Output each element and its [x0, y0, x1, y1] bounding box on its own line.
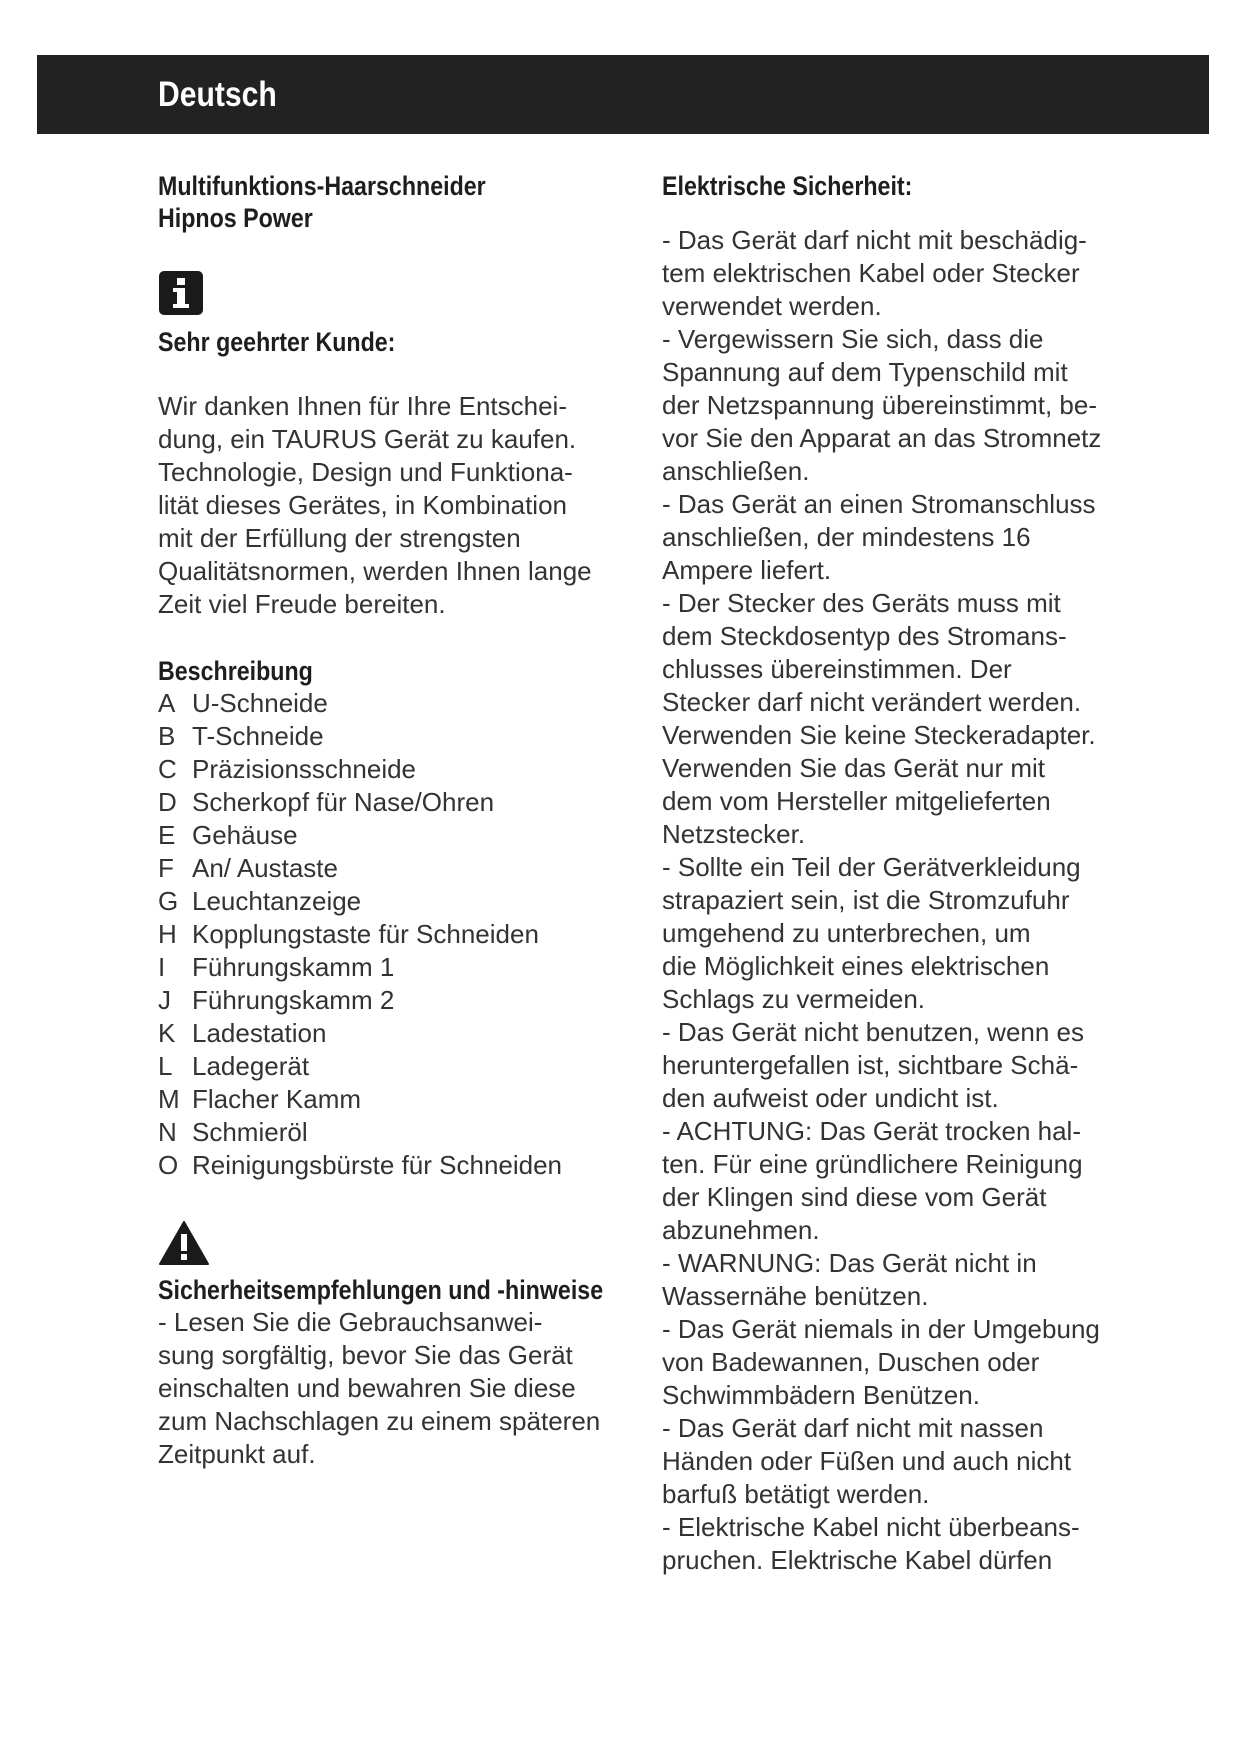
electrical-safety-heading: Elektrische Sicherheit:	[662, 171, 913, 201]
description-text: Präzisionsschneide	[192, 754, 417, 784]
description-item	[158, 1116, 628, 1149]
description-text: Leuchtanzeige	[192, 886, 362, 916]
electrical-line: - Sollte ein Teil der Gerätverkleidung	[662, 852, 1081, 882]
info-icon	[158, 270, 204, 316]
intro-line: Wir danken Ihnen für Ihre Entschei-	[158, 391, 567, 421]
description-text: U-Schneide	[192, 688, 328, 718]
description-text: Führungskamm 1	[192, 952, 395, 982]
description-letter: I	[158, 952, 166, 982]
description-text: An/ Austaste	[192, 853, 338, 883]
electrical-line: der Netzspannung übereinstimmt, be-	[662, 390, 1098, 420]
description-item	[158, 687, 628, 720]
description-letter: M	[158, 1084, 180, 1114]
electrical-line: ten. Für eine gründlichere Reinigung	[662, 1149, 1083, 1179]
electrical-line: den aufweist oder undicht ist.	[662, 1083, 999, 1113]
description-text: Flacher Kamm	[192, 1084, 362, 1114]
electrical-line: tem elektrischen Kabel oder Stecker	[662, 258, 1080, 288]
intro-line: Zeit viel Freude bereiten.	[158, 589, 446, 619]
description-item	[158, 1083, 628, 1116]
greeting-heading: Sehr geehrter Kunde:	[158, 327, 396, 357]
product-title-line: Multifunktions-Haarschneider	[158, 171, 486, 201]
electrical-line: chlusses übereinstimmen. Der	[662, 654, 1012, 684]
electrical-line: Ampere liefert.	[662, 555, 832, 585]
description-item	[158, 1017, 628, 1050]
electrical-line: Verwenden Sie keine Steckeradapter.	[662, 720, 1096, 750]
description-item	[158, 918, 628, 951]
electrical-line: von Badewannen, Duschen oder	[662, 1347, 1040, 1377]
electrical-line: anschließen, der mindestens 16	[662, 522, 1031, 552]
description-item	[158, 885, 628, 918]
electrical-line: - Vergewissern Sie sich, dass die	[662, 324, 1044, 354]
description-item	[158, 852, 628, 885]
electrical-line: vor Sie den Apparat an das Stromnetz	[662, 423, 1102, 453]
electrical-line: abzunehmen.	[662, 1215, 820, 1245]
description-letter: L	[158, 1051, 173, 1081]
electrical-line: heruntergefallen ist, sichtbare Schä-	[662, 1050, 1079, 1080]
description-text: Schmieröl	[192, 1117, 308, 1147]
description-letter: E	[158, 820, 176, 850]
electrical-line: Spannung auf dem Typenschild mit	[662, 357, 1068, 387]
electrical-line: - WARNUNG: Das Gerät nicht in	[662, 1248, 1037, 1278]
safety-line: Zeitpunkt auf.	[158, 1439, 316, 1469]
description-item	[158, 819, 628, 852]
description-item	[158, 1149, 628, 1182]
electrical-line: die Möglichkeit eines elektrischen	[662, 951, 1050, 981]
right-column	[662, 170, 1142, 1577]
electrical-line: dem vom Hersteller mitgelieferten	[662, 786, 1051, 816]
safety-line: sung sorgfältig, bevor Sie das Gerät	[158, 1340, 573, 1370]
intro-line: dung, ein TAURUS Gerät zu kaufen.	[158, 424, 577, 454]
description-item	[158, 951, 628, 984]
description-item	[158, 720, 628, 753]
description-item	[158, 984, 628, 1017]
description-item	[158, 753, 628, 786]
description-text: Ladegerät	[192, 1051, 310, 1081]
electrical-line: Schwimmbädern Benützen.	[662, 1380, 980, 1410]
description-letter: O	[158, 1150, 179, 1180]
electrical-line: - Das Gerät darf nicht mit beschädig-	[662, 225, 1087, 255]
description-letter: C	[158, 754, 177, 784]
description-text: Kopplungstaste für Schneiden	[192, 919, 539, 949]
electrical-line: anschließen.	[662, 456, 810, 486]
language-header	[37, 55, 1209, 134]
language-title: Deutsch	[158, 75, 277, 114]
electrical-line: dem Steckdosentyp des Stromans-	[662, 621, 1067, 651]
electrical-line: Händen oder Füßen und auch nicht	[662, 1446, 1072, 1476]
description-heading: Beschreibung	[158, 656, 313, 686]
description-list	[158, 687, 628, 1182]
description-text: Führungskamm 2	[192, 985, 395, 1015]
intro-line: mit der Erfüllung der strengsten	[158, 523, 521, 553]
intro-line: Qualitätsnormen, werden Ihnen lange	[158, 556, 592, 586]
electrical-line: - ACHTUNG: Das Gerät trocken hal-	[662, 1116, 1081, 1146]
description-item	[158, 1050, 628, 1083]
description-item	[158, 786, 628, 819]
safety-paragraph	[158, 1306, 628, 1471]
product-title	[158, 170, 562, 234]
electrical-line: - Der Stecker des Geräts muss mit	[662, 588, 1061, 618]
description-letter: N	[158, 1117, 177, 1147]
electrical-line: - Das Gerät an einen Stromanschluss	[662, 489, 1096, 519]
description-letter: A	[158, 688, 176, 718]
intro-paragraph	[158, 390, 628, 621]
electrical-line: Schlags zu vermeiden.	[662, 984, 926, 1014]
description-text: Scherkopf für Nase/Ohren	[192, 787, 495, 817]
electrical-line: strapaziert sein, ist die Stromzufuhr	[662, 885, 1070, 915]
description-letter: K	[158, 1018, 176, 1048]
safety-heading: Sicherheitsempfehlungen und -hinweise	[158, 1275, 604, 1305]
intro-line: lität dieses Gerätes, in Kombination	[158, 490, 567, 520]
description-text: Ladestation	[192, 1018, 327, 1048]
electrical-line: pruchen. Elektrische Kabel dürfen	[662, 1545, 1053, 1575]
description-letter: H	[158, 919, 177, 949]
electrical-line: umgehend zu unterbrechen, um	[662, 918, 1031, 948]
product-title-line: Hipnos Power	[158, 203, 313, 233]
warning-icon	[158, 1220, 210, 1266]
description-letter: B	[158, 721, 176, 751]
electrical-line: barfuß betätigt werden.	[662, 1479, 930, 1509]
electrical-line: Netzstecker.	[662, 819, 806, 849]
electrical-line: - Das Gerät nicht benutzen, wenn es	[662, 1017, 1085, 1047]
left-column	[158, 170, 628, 1471]
electrical-line: - Elektrische Kabel nicht überbeans-	[662, 1512, 1080, 1542]
description-text: Gehäuse	[192, 820, 298, 850]
description-text: Reinigungsbürste für Schneiden	[192, 1150, 563, 1180]
electrical-line: verwendet werden.	[662, 291, 882, 321]
safety-line: einschalten und bewahren Sie diese	[158, 1373, 576, 1403]
electrical-line: - Das Gerät darf nicht mit nassen	[662, 1413, 1044, 1443]
electrical-line: Verwenden Sie das Gerät nur mit	[662, 753, 1045, 783]
intro-line: Technologie, Design und Funktiona-	[158, 457, 573, 487]
electrical-line: Wassernähe benützen.	[662, 1281, 929, 1311]
description-letter: J	[158, 985, 171, 1015]
electrical-safety-text	[662, 224, 1142, 1577]
electrical-line: der Klingen sind diese vom Gerät	[662, 1182, 1047, 1212]
description-text: T-Schneide	[192, 721, 324, 751]
safety-line: zum Nachschlagen zu einem späteren	[158, 1406, 601, 1436]
safety-line: - Lesen Sie die Gebrauchsanwei-	[158, 1307, 543, 1337]
electrical-line: Stecker darf nicht verändert werden.	[662, 687, 1082, 717]
description-letter: D	[158, 787, 177, 817]
description-letter: F	[158, 853, 174, 883]
description-letter: G	[158, 886, 179, 916]
electrical-line: - Das Gerät niemals in der Umgebung	[662, 1314, 1100, 1344]
